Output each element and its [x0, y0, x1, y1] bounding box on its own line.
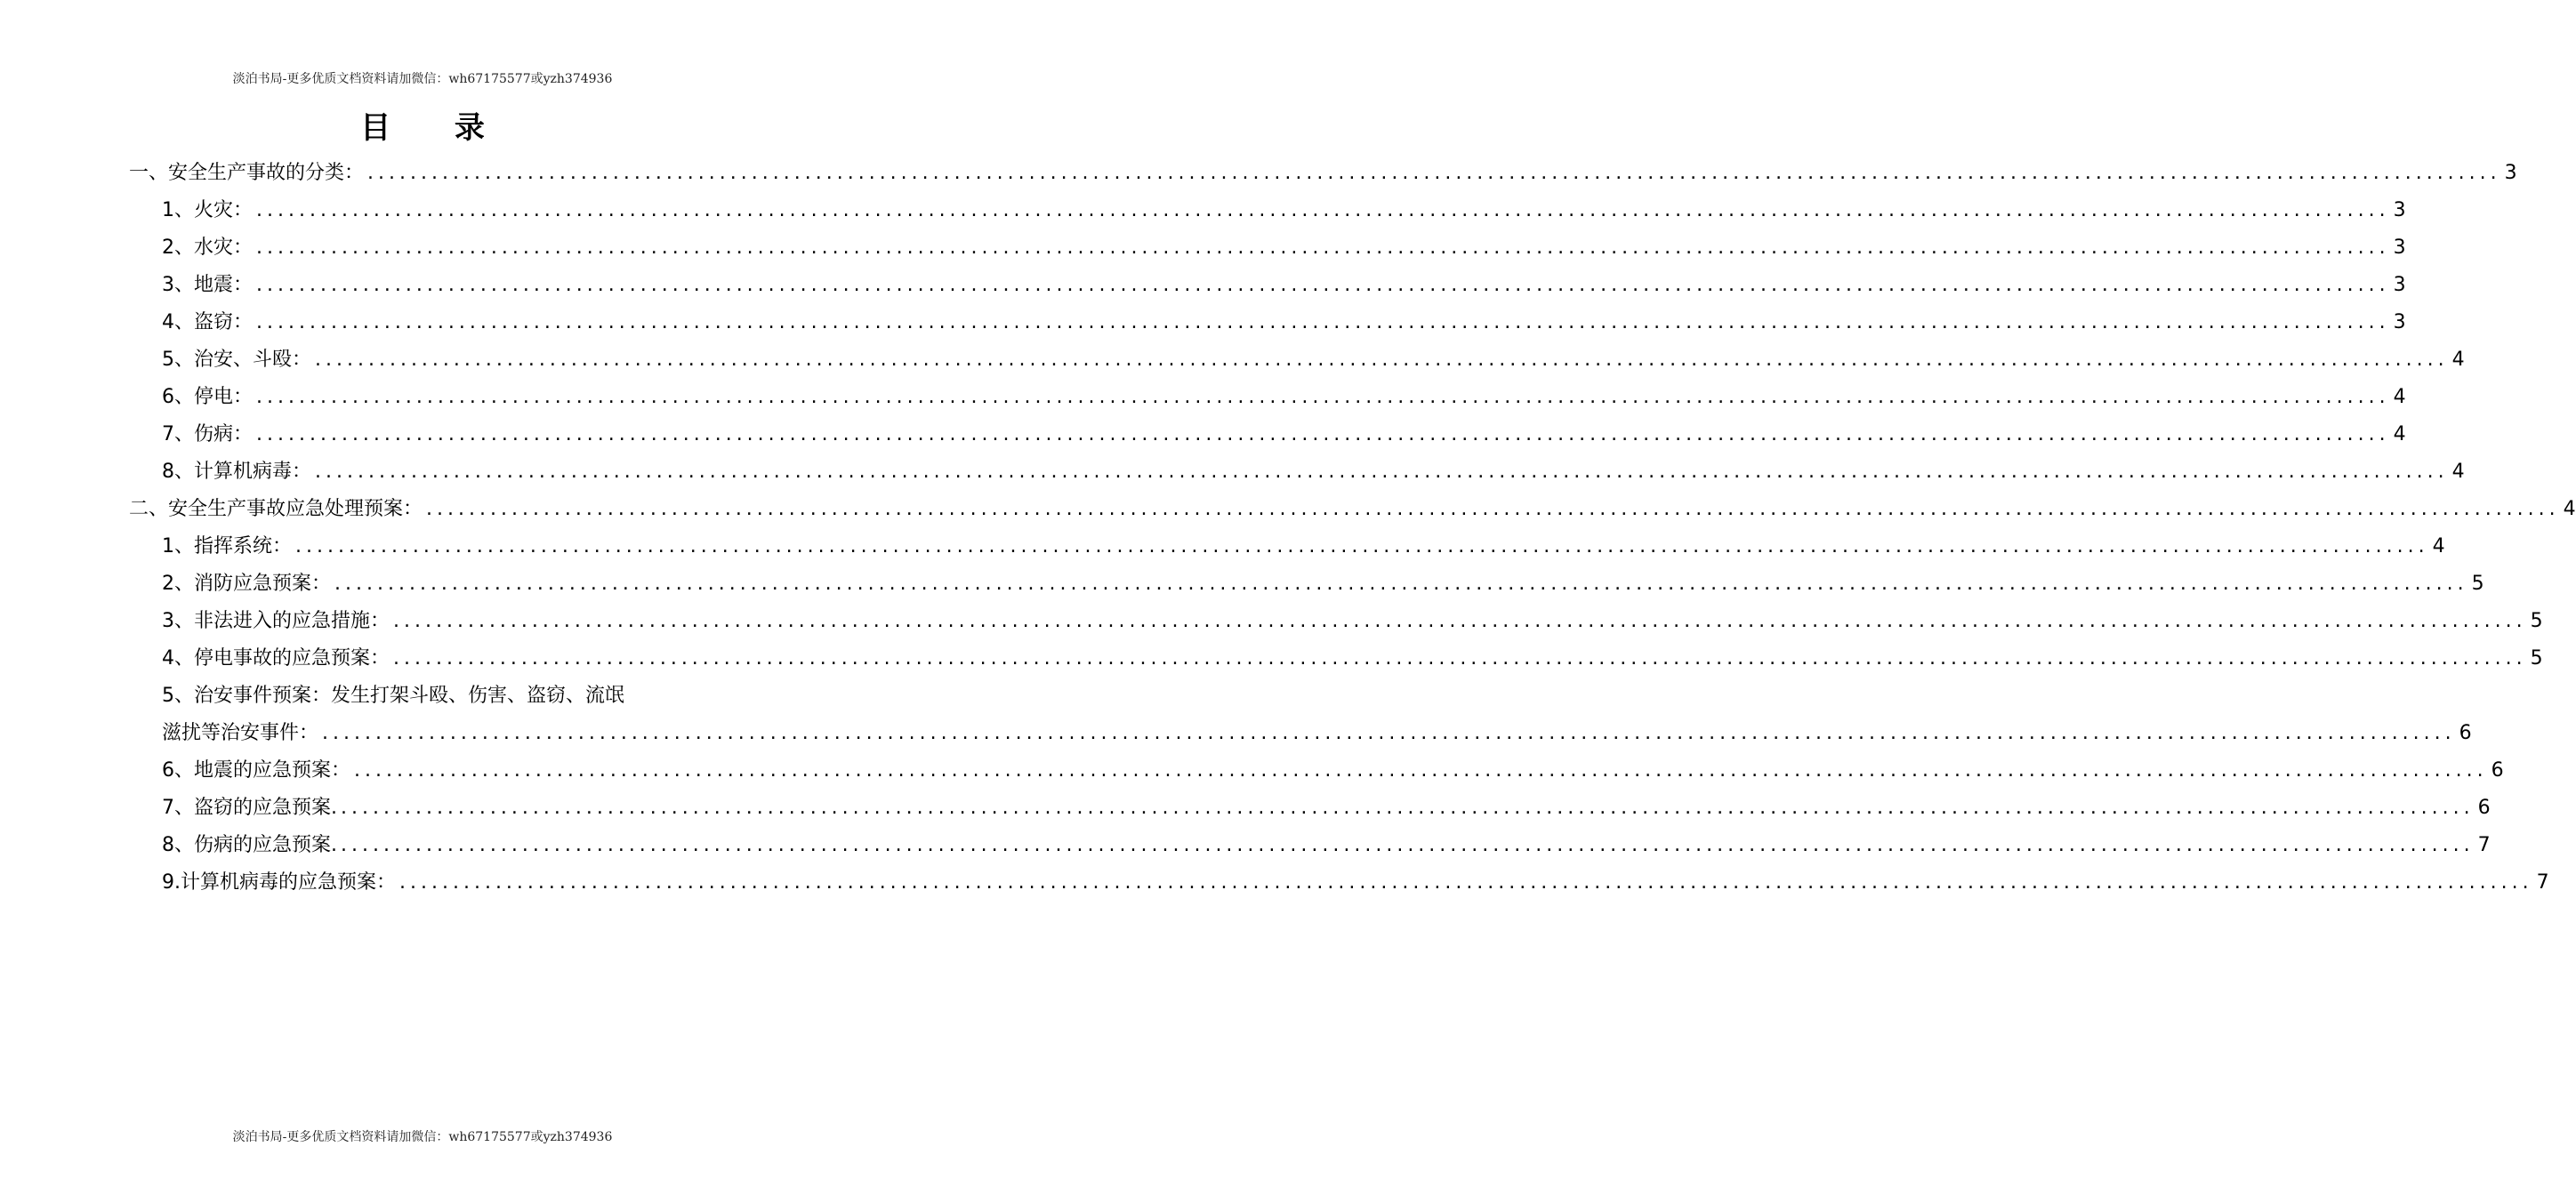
toc-entry[interactable] — [129, 485, 2576, 523]
toc-entry[interactable] — [162, 411, 2406, 448]
toc-leader: ........................................................................................................................................................................................................ — [315, 461, 2449, 483]
toc-entry-text: 6、地震的应急预案： — [162, 759, 350, 782]
toc-leader: ........................................................................................................................................................................................................ — [256, 423, 2390, 445]
toc-entry[interactable] — [129, 149, 2517, 187]
toc-page-number: 5 — [2530, 647, 2543, 670]
toc-page-number: 6 — [2477, 797, 2491, 819]
toc-leader: ........................................................................................................................................................................................................ — [256, 237, 2390, 259]
toc-page-number: 4 — [2432, 535, 2445, 557]
toc-entry-text: 1、火灾： — [162, 199, 253, 221]
toc-entry-text: 8、伤病的应急预案. — [162, 834, 337, 856]
toc-entry-text: 4、盗窃： — [162, 311, 253, 333]
toc-entry-text: 二、安全生产事故应急处理预案： — [129, 498, 423, 520]
toc-entry-text: 3、地震： — [162, 274, 253, 296]
toc-leader: ........................................................................................................................................................................................................ — [334, 573, 2468, 595]
toc-entry[interactable] — [162, 560, 2484, 598]
toc-leader: ........................................................................................................................................................................................................ — [399, 871, 2533, 894]
toc-entry-text: 4、停电事故的应急预案： — [162, 647, 390, 670]
toc-entry[interactable] — [162, 373, 2406, 411]
toc-entry[interactable] — [162, 859, 2549, 896]
toc-entry-text: 9.计算机病毒的应急预案： — [162, 871, 396, 894]
toc-page-number: 7 — [2477, 834, 2491, 856]
toc-page-number: 4 — [2393, 386, 2406, 408]
toc-page-number: 4 — [2451, 461, 2465, 483]
toc-leader: ........................................................................................................................................................................................................ — [393, 610, 2527, 632]
toc-entry-text: 7、伤病： — [162, 423, 253, 445]
page-title: 目 录 — [360, 110, 511, 146]
toc-entry[interactable] — [162, 784, 2491, 822]
toc-entry-text: 3、非法进入的应急措施： — [162, 610, 390, 632]
toc-entry-text: 1、指挥系统： — [162, 535, 292, 557]
toc-leader: ........................................................................................................................................................................................................ — [256, 386, 2390, 408]
toc-entry[interactable] — [162, 187, 2406, 224]
toc-entry[interactable] — [162, 635, 2543, 672]
toc-entry[interactable] — [162, 672, 740, 710]
toc-entry[interactable] — [162, 523, 2445, 560]
toc-entry-text: 8、计算机病毒： — [162, 461, 311, 483]
toc-entry[interactable] — [162, 261, 2406, 299]
toc-entry-text: 2、水灾： — [162, 237, 253, 259]
toc-leader: ........................................................................................................................................................................................................ — [256, 274, 2390, 296]
toc-leader: ........................................................................................................................................................................................................ — [367, 162, 2501, 184]
toc-leader: ........................................................................................................................................................................................................ — [354, 759, 2488, 782]
toc-page-number: 4 — [2563, 498, 2576, 520]
toc-entry[interactable] — [162, 747, 2504, 784]
toc-leader: ........................................................................................................................................................................................................ — [256, 199, 2390, 221]
toc-leader: ........................................................................................................................................................................................................ — [341, 797, 2475, 819]
toc-entry[interactable] — [162, 710, 2472, 747]
toc-entry-text: 2、消防应急预案： — [162, 573, 331, 595]
toc-leader: ........................................................................................................................................................................................................ — [393, 647, 2527, 670]
toc-page-number: 3 — [2393, 237, 2406, 259]
toc-entry-text: 5、治安事件预案：发生打架斗殴、伤害、盗窃、流氓 — [162, 685, 624, 707]
footer-note: 淡泊书局-更多优质文档资料请加微信：wh67175577或yzh374936 — [232, 1130, 613, 1144]
toc-page-number: 6 — [2459, 722, 2472, 744]
toc-page-number: 4 — [2393, 423, 2406, 445]
toc-page-number: 3 — [2393, 199, 2406, 221]
toc-leader: ........................................................................................................................................................................................................ — [295, 535, 2429, 557]
toc-entry-text: 一、安全生产事故的分类： — [129, 162, 365, 184]
toc-page-number: 3 — [2393, 311, 2406, 333]
toc-page-number: 4 — [2451, 349, 2465, 371]
toc-entry-text: 滋扰等治安事件： — [162, 722, 319, 744]
toc-entry-text: 5、治安、斗殴： — [162, 349, 311, 371]
toc-entry[interactable] — [162, 299, 2406, 336]
toc-leader: ........................................................................................................................................................................................................ — [256, 311, 2390, 333]
header-note: 淡泊书局-更多优质文档资料请加微信：wh67175577或yzh374936 — [232, 72, 613, 86]
toc-entry[interactable] — [162, 598, 2543, 635]
toc-entry-text: 7、盗窃的应急预案. — [162, 797, 337, 819]
toc-page-number: 7 — [2536, 871, 2549, 894]
toc-leader: ........................................................................................................................................................................................................ — [426, 498, 2560, 520]
toc-entry[interactable] — [162, 448, 2465, 485]
toc-entry[interactable] — [162, 822, 2491, 859]
toc-leader: ........................................................................................................................................................................................................ — [322, 722, 2456, 744]
toc-leader: ........................................................................................................................................................................................................ — [341, 834, 2475, 856]
toc-entry[interactable] — [162, 336, 2465, 373]
toc-entry[interactable] — [162, 224, 2406, 261]
toc-leader: ........................................................................................................................................................................................................ — [315, 349, 2449, 371]
toc-entry-text: 6、停电： — [162, 386, 253, 408]
toc-page-number: 5 — [2530, 610, 2543, 632]
toc-page-number: 3 — [2504, 162, 2517, 184]
toc-page-number: 5 — [2471, 573, 2484, 595]
toc-page-number: 3 — [2393, 274, 2406, 296]
toc-page-number: 6 — [2491, 759, 2504, 782]
